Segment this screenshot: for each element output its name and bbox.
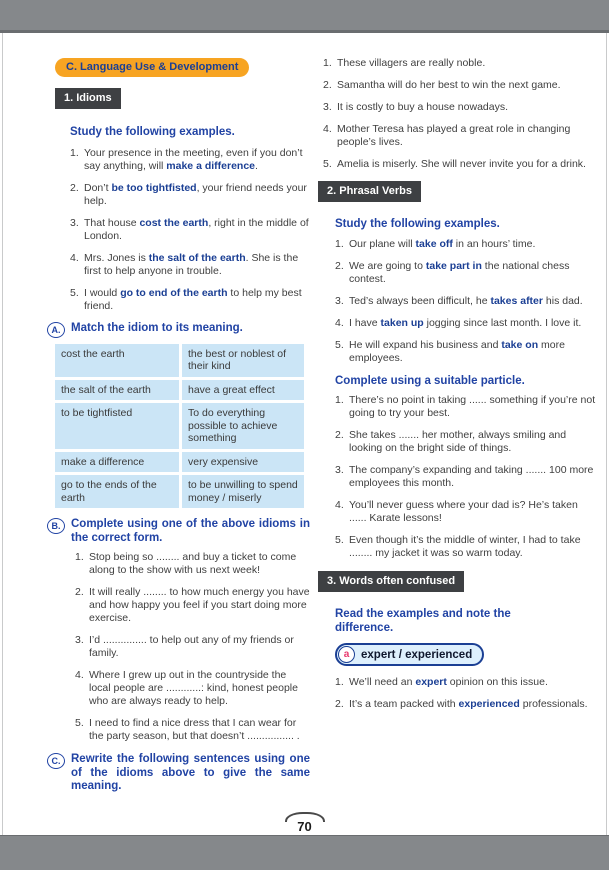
list-item: 4. Mrs. Jones is the salt of the earth. She is the first to help anyone in trouble. [70, 251, 299, 277]
idiom-cell: go to the ends of the earth [55, 475, 179, 508]
list-item: 5. He will expand his business and take on more employees. [335, 338, 565, 364]
list-item: 1. There’s no point in taking ...... something if you’re not going to try your best. [335, 394, 596, 419]
list-item: 2. It’s a team packed with experienced professionals. [335, 698, 588, 710]
word-pair-letter: a [338, 646, 355, 663]
list-item: 3. It is costly to buy a house nowadays. [323, 101, 509, 113]
list-item: 4. I have taken up jogging since last month. I love it. [335, 316, 582, 329]
top-page-bar [0, 0, 609, 33]
page-number: 70 [297, 819, 312, 834]
list-item: 1. Your presence in the meeting, even if you don’t say anything, will make a difference. [70, 146, 303, 172]
list-item: 4. Where I grew up out in the countryside the local people are ............: kind, honest people who are always ready to help. [75, 669, 298, 707]
phrasal-verbs-section-header: 2. Phrasal Verbs [318, 181, 421, 202]
list-item: 3. I’d ............... to help out any of my friends or family. [75, 634, 294, 659]
list-item: 3. That house cost the earth, right in the middle of London. [70, 216, 309, 242]
particle-items-list [335, 394, 596, 560]
list-item: 1. Stop being so ........ and buy a ticket to come along to the show with us next week! [75, 551, 297, 576]
list-item: 3. The company’s expanding and taking ....... 100 more employees this month. [335, 464, 594, 489]
task-a [47, 322, 310, 338]
confused-examples-list [335, 676, 596, 711]
task-b-letter-circle: B. [47, 518, 65, 534]
idiom-cell: the salt of the earth [55, 380, 179, 401]
study-examples-heading: Study the following examples. [70, 126, 235, 138]
list-item: 1. We’ll need an expert opinion on this issue. [335, 676, 548, 688]
task-a-title: Match the idiom to its meaning. [71, 321, 243, 334]
right-page-edge [606, 33, 607, 835]
particle-heading: Complete using a suitable particle. [335, 374, 525, 387]
task-a-letter-circle: A. [47, 322, 65, 338]
word-pair-badge [335, 643, 484, 666]
bottom-page-bar [0, 835, 609, 870]
list-item: 5. Even though it’s the middle of winter, I had to take ........ my jacket it was so warm today. [335, 534, 581, 559]
task-c-letter-circle: C. [47, 753, 65, 769]
idiom-cell: cost the earth [55, 344, 179, 377]
list-item: 4. You’ll never guess where your dad is? He’s taken ...... Karate lessons! [335, 499, 578, 524]
meaning-cell: the best or noblest of their kind [182, 344, 304, 377]
meaning-cell: to be unwilling to spend money / miserly [182, 475, 304, 508]
left-column [47, 50, 310, 800]
task-b-title: Complete using one of the above idioms in the correct form. [71, 518, 310, 544]
list-item: 1. Our plane will take off in an hours’ time. [335, 237, 536, 250]
read-examples-heading: Read the examples and note the difference. [335, 608, 511, 634]
list-item: 3. Ted’s always been difficult, he takes after his dad. [335, 294, 583, 307]
page-footer [0, 812, 609, 834]
meaning-cell: have a great effect [182, 380, 304, 401]
table-row [55, 452, 304, 473]
list-item: 5. I would go to end of the earth to help my best friend. [70, 286, 302, 312]
list-item: 2. Don’t be too tightfisted, your friend needs your help. [70, 181, 307, 207]
table-row [55, 475, 304, 508]
task-c-title: Rewrite the following sentences using one of the idioms above to give the same meaning. [71, 753, 310, 792]
task-c [47, 753, 310, 794]
meaning-cell: very expensive [182, 452, 304, 473]
list-item: 2. It will really ........ to how much energy you have and how happy you feel if you start doing more exercise. [75, 586, 310, 624]
list-item: 2. She takes ....... her mother, always smiling and looking on the bright side of things. [335, 429, 567, 454]
list-item: 2. Samantha will do her best to win the next game. [323, 79, 561, 91]
table-row [55, 380, 304, 401]
list-item: 5. Amelia is miserly. She will never invite you for a drink. [323, 158, 586, 170]
rewrite-sentences-list [323, 57, 596, 171]
task-b [47, 518, 310, 545]
table-row [55, 344, 304, 377]
list-item: 4. Mother Teresa has played a great role in changing people’s lives. [323, 123, 571, 148]
phrasal-study-heading: Study the following examples. [335, 218, 500, 230]
idioms-section-header: 1. Idioms [55, 88, 121, 109]
list-item: 1. These villagers are really noble. [323, 57, 486, 69]
task-b-items-list [75, 551, 310, 743]
list-item: 5. I need to find a nice dress that I can wear for the party season, but that doesn’t ................ . [75, 717, 300, 742]
idiom-cell: make a difference [55, 452, 179, 473]
words-confused-section-header: 3. Words often confused [318, 571, 464, 592]
right-column [318, 50, 596, 720]
meaning-cell: To do everything possible to achieve something [182, 403, 304, 449]
left-page-edge [2, 33, 3, 835]
list-item: 2. We are going to take part in the national chess contest. [335, 259, 570, 285]
word-pair-label: expert / experienced [361, 648, 473, 661]
idiom-examples-list [70, 147, 310, 313]
section-badge: C. Language Use & Development [55, 58, 249, 77]
idiom-cell: to be tightfisted [55, 403, 179, 449]
phrasal-examples-list [335, 238, 596, 365]
table-row [55, 403, 304, 449]
idiom-matching-table [55, 344, 304, 509]
